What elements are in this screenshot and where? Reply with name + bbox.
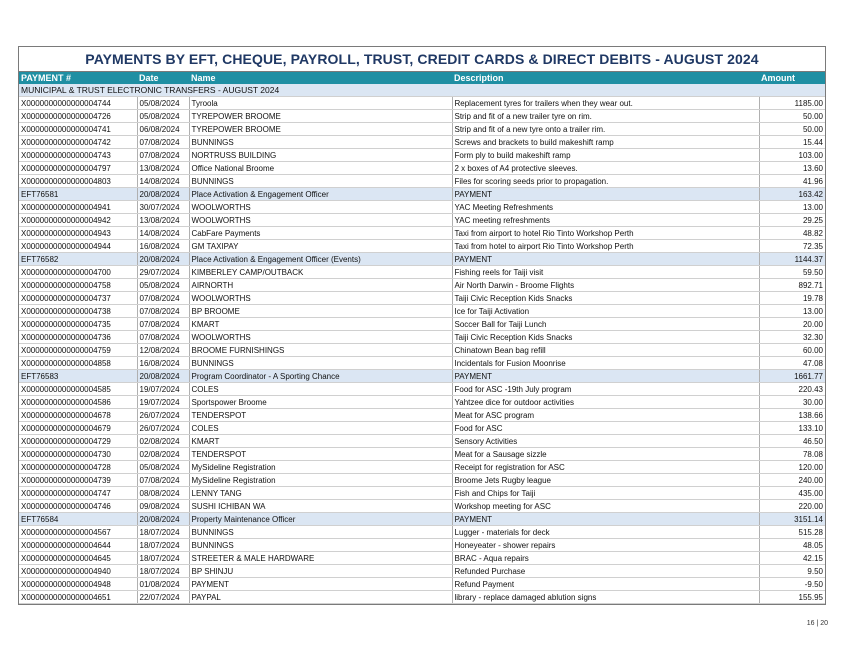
date-cell: 02/08/2024 — [137, 435, 189, 448]
name-cell: BP SHINJU — [189, 565, 452, 578]
name-cell: PAYPAL — [189, 591, 452, 604]
name-cell: MySideline Registration — [189, 474, 452, 487]
table-row — [19, 214, 825, 227]
table-row — [19, 149, 825, 162]
description-cell: Sensory Activities — [452, 435, 759, 448]
date-cell: 18/07/2024 — [137, 565, 189, 578]
date-cell: 30/07/2024 — [137, 201, 189, 214]
table-row — [19, 331, 825, 344]
amount-cell: 138.66 — [759, 409, 825, 422]
name-cell: KIMBERLEY CAMP/OUTBACK — [189, 266, 452, 279]
payment-id-cell: EFT76584 — [19, 513, 137, 526]
date-cell: 18/07/2024 — [137, 552, 189, 565]
table-row — [19, 162, 825, 175]
description-cell: Screws and brackets to build makeshift ramp — [452, 136, 759, 149]
description-cell: Chinatown Bean bag refill — [452, 344, 759, 357]
amount-cell: 103.00 — [759, 149, 825, 162]
date-cell: 18/07/2024 — [137, 526, 189, 539]
name-cell: KMART — [189, 318, 452, 331]
name-cell: Tyroola — [189, 97, 452, 110]
description-cell: Soccer Ball for Taiji Lunch — [452, 318, 759, 331]
payment-id-cell: X0000000000000004585 — [19, 383, 137, 396]
name-cell: PAYMENT — [189, 578, 452, 591]
amount-cell: 42.15 — [759, 552, 825, 565]
amount-cell: 60.00 — [759, 344, 825, 357]
amount-cell: -9.50 — [759, 578, 825, 591]
table-row — [19, 318, 825, 331]
table-row — [19, 201, 825, 214]
payment-id-cell: X0000000000000004858 — [19, 357, 137, 370]
table-row — [19, 240, 825, 253]
date-cell: 20/08/2024 — [137, 188, 189, 201]
date-cell: 07/08/2024 — [137, 292, 189, 305]
description-cell: Fishing reels for Taiji visit — [452, 266, 759, 279]
payment-id-cell: X0000000000000004678 — [19, 409, 137, 422]
name-cell: LENNY TANG — [189, 487, 452, 500]
table-row — [19, 227, 825, 240]
amount-cell: 32.30 — [759, 331, 825, 344]
date-cell: 02/08/2024 — [137, 448, 189, 461]
payment-id-cell: X0000000000000004948 — [19, 578, 137, 591]
amount-cell: 29.25 — [759, 214, 825, 227]
date-cell: 16/08/2024 — [137, 240, 189, 253]
name-cell: COLES — [189, 383, 452, 396]
description-cell: Lugger - materials for deck — [452, 526, 759, 539]
table-row — [19, 344, 825, 357]
description-cell: Meat for a Sausage sizzle — [452, 448, 759, 461]
name-cell: KMART — [189, 435, 452, 448]
description-cell: Receipt for registration for ASC — [452, 461, 759, 474]
description-cell: Refunded Purchase — [452, 565, 759, 578]
section-row — [19, 84, 825, 97]
date-cell: 12/08/2024 — [137, 344, 189, 357]
amount-cell: 3151.14 — [759, 513, 825, 526]
name-cell: BUNNINGS — [189, 526, 452, 539]
name-cell: BROOME FURNISHINGS — [189, 344, 452, 357]
amount-cell: 50.00 — [759, 123, 825, 136]
payment-id-cell: X0000000000000004743 — [19, 149, 137, 162]
payment-id-cell: EFT76581 — [19, 188, 137, 201]
payment-id-cell: X0000000000000004741 — [19, 123, 137, 136]
name-cell: GM TAXIPAY — [189, 240, 452, 253]
description-cell: Taxi from hotel to airport Rio Tinto Workshop Perth — [452, 240, 759, 253]
date-cell: 01/08/2024 — [137, 578, 189, 591]
payment-id-cell: X0000000000000004730 — [19, 448, 137, 461]
description-cell: PAYMENT — [452, 370, 759, 383]
description-cell: Refund Payment — [452, 578, 759, 591]
table-row — [19, 266, 825, 279]
payment-id-cell: X0000000000000004758 — [19, 279, 137, 292]
table-row — [19, 500, 825, 513]
table-row — [19, 461, 825, 474]
table-row — [19, 383, 825, 396]
payment-id-cell: X0000000000000004797 — [19, 162, 137, 175]
description-cell: Fish and Chips for Taiji — [452, 487, 759, 500]
table-row — [19, 396, 825, 409]
payment-id-cell: X0000000000000004940 — [19, 565, 137, 578]
name-cell: BUNNINGS — [189, 357, 452, 370]
date-cell: 06/08/2024 — [137, 123, 189, 136]
payment-id-cell: X0000000000000004803 — [19, 175, 137, 188]
table-row — [19, 565, 825, 578]
name-cell: COLES — [189, 422, 452, 435]
date-cell: 29/07/2024 — [137, 266, 189, 279]
description-cell: YAC meeting refreshments — [452, 214, 759, 227]
name-cell: Office National Broome — [189, 162, 452, 175]
name-cell: WOOLWORTHS — [189, 214, 452, 227]
payment-id-cell: X0000000000000004746 — [19, 500, 137, 513]
amount-cell: 9.50 — [759, 565, 825, 578]
payment-id-cell: EFT76582 — [19, 253, 137, 266]
payment-id-cell: EFT76583 — [19, 370, 137, 383]
table-row — [19, 175, 825, 188]
amount-cell: 78.08 — [759, 448, 825, 461]
payment-id-cell: X0000000000000004700 — [19, 266, 137, 279]
name-cell: BUNNINGS — [189, 136, 452, 149]
payment-id-cell: X0000000000000004738 — [19, 305, 137, 318]
payment-id-cell: X0000000000000004736 — [19, 331, 137, 344]
table-row — [19, 539, 825, 552]
column-header-amount: Amount — [759, 72, 825, 84]
date-cell: 07/08/2024 — [137, 331, 189, 344]
payment-id-cell: X0000000000000004735 — [19, 318, 137, 331]
date-cell: 16/08/2024 — [137, 357, 189, 370]
description-cell: Air North Darwin - Broome Flights — [452, 279, 759, 292]
description-cell: Meat for ASC program — [452, 409, 759, 422]
description-cell: Taiji Civic Reception Kids Snacks — [452, 331, 759, 344]
date-cell: 05/08/2024 — [137, 97, 189, 110]
name-cell: Property Maintenance Officer — [189, 513, 452, 526]
amount-cell: 1185.00 — [759, 97, 825, 110]
payment-id-cell: X0000000000000004941 — [19, 201, 137, 214]
description-cell: Strip and fit of a new tyre onto a trailer rim. — [452, 123, 759, 136]
amount-cell: 220.43 — [759, 383, 825, 396]
amount-cell: 120.00 — [759, 461, 825, 474]
column-header-payment: PAYMENT # — [19, 72, 137, 84]
date-cell: 22/07/2024 — [137, 591, 189, 604]
table-row — [19, 526, 825, 539]
date-cell: 19/07/2024 — [137, 383, 189, 396]
payment-id-cell: X0000000000000004742 — [19, 136, 137, 149]
payment-id-cell: X0000000000000004729 — [19, 435, 137, 448]
description-cell: Strip and fit of a new trailer tyre on rim. — [452, 110, 759, 123]
description-cell: PAYMENT — [452, 188, 759, 201]
amount-cell: 435.00 — [759, 487, 825, 500]
amount-cell: 30.00 — [759, 396, 825, 409]
date-cell: 26/07/2024 — [137, 422, 189, 435]
date-cell: 13/08/2024 — [137, 162, 189, 175]
table-row — [19, 279, 825, 292]
amount-cell: 1661.77 — [759, 370, 825, 383]
amount-cell: 155.95 — [759, 591, 825, 604]
payments-table — [19, 72, 825, 604]
description-cell: BRAC - Aqua repairs — [452, 552, 759, 565]
table-row — [19, 474, 825, 487]
name-cell: BUNNINGS — [189, 539, 452, 552]
payment-id-cell: X0000000000000004739 — [19, 474, 137, 487]
payment-id-cell: X0000000000000004759 — [19, 344, 137, 357]
date-cell: 14/08/2024 — [137, 227, 189, 240]
description-cell: YAC Meeting Refreshments — [452, 201, 759, 214]
description-cell: Workshop meeting for ASC — [452, 500, 759, 513]
eft-summary-row — [19, 188, 825, 201]
description-cell: 2 x boxes of A4 protective sleeves. — [452, 162, 759, 175]
description-cell: Food for ASC — [452, 422, 759, 435]
table-row — [19, 110, 825, 123]
section-label: MUNICIPAL & TRUST ELECTRONIC TRANSFERS - AUGUST 2024 — [19, 84, 825, 97]
eft-summary-row — [19, 370, 825, 383]
description-cell: Ice for Taiji Activation — [452, 305, 759, 318]
description-cell: Yahtzee dice for outdoor activities — [452, 396, 759, 409]
amount-cell: 50.00 — [759, 110, 825, 123]
date-cell: 20/08/2024 — [137, 513, 189, 526]
amount-cell: 48.82 — [759, 227, 825, 240]
payment-id-cell: X0000000000000004737 — [19, 292, 137, 305]
payment-id-cell: X0000000000000004728 — [19, 461, 137, 474]
description-cell: PAYMENT — [452, 513, 759, 526]
amount-cell: 13.60 — [759, 162, 825, 175]
table-row — [19, 409, 825, 422]
payments-document — [18, 46, 826, 605]
amount-cell: 72.35 — [759, 240, 825, 253]
amount-cell: 19.78 — [759, 292, 825, 305]
description-cell: Form ply to build makeshift ramp — [452, 149, 759, 162]
name-cell: BP BROOME — [189, 305, 452, 318]
date-cell: 05/08/2024 — [137, 110, 189, 123]
amount-cell: 15.44 — [759, 136, 825, 149]
date-cell: 05/08/2024 — [137, 461, 189, 474]
name-cell: BUNNINGS — [189, 175, 452, 188]
payment-id-cell: X0000000000000004651 — [19, 591, 137, 604]
date-cell: 20/08/2024 — [137, 253, 189, 266]
name-cell: Place Activation & Engagement Officer — [189, 188, 452, 201]
table-row — [19, 578, 825, 591]
date-cell: 09/08/2024 — [137, 500, 189, 513]
table-row — [19, 136, 825, 149]
name-cell: Program Coordinator - A Sporting Chance — [189, 370, 452, 383]
amount-cell: 13.00 — [759, 305, 825, 318]
amount-cell: 48.05 — [759, 539, 825, 552]
name-cell: NORTRUSS BUILDING — [189, 149, 452, 162]
date-cell: 07/08/2024 — [137, 474, 189, 487]
date-cell: 19/07/2024 — [137, 396, 189, 409]
date-cell: 20/08/2024 — [137, 370, 189, 383]
amount-cell: 892.71 — [759, 279, 825, 292]
amount-cell: 240.00 — [759, 474, 825, 487]
name-cell: STREETER & MALE HARDWARE — [189, 552, 452, 565]
payment-id-cell: X0000000000000004744 — [19, 97, 137, 110]
description-cell: Replacement tyres for trailers when they wear out. — [452, 97, 759, 110]
description-cell: PAYMENT — [452, 253, 759, 266]
name-cell: TYREPOWER BROOME — [189, 110, 452, 123]
name-cell: WOOLWORTHS — [189, 331, 452, 344]
amount-cell: 59.50 — [759, 266, 825, 279]
page-number: 16 | 20 — [806, 620, 828, 627]
name-cell: TENDERSPOT — [189, 448, 452, 461]
amount-cell: 41.96 — [759, 175, 825, 188]
payment-id-cell: X0000000000000004943 — [19, 227, 137, 240]
table-row — [19, 591, 825, 604]
table-row — [19, 292, 825, 305]
name-cell: TYREPOWER BROOME — [189, 123, 452, 136]
description-cell: Incidentals for Fusion Moonrise — [452, 357, 759, 370]
payment-id-cell: X0000000000000004645 — [19, 552, 137, 565]
table-row — [19, 552, 825, 565]
description-cell: Taxi from airport to hotel Rio Tinto Workshop Perth — [452, 227, 759, 240]
table-row — [19, 123, 825, 136]
date-cell: 13/08/2024 — [137, 214, 189, 227]
eft-summary-row — [19, 253, 825, 266]
name-cell: AIRNORTH — [189, 279, 452, 292]
table-row — [19, 357, 825, 370]
payment-id-cell: X0000000000000004567 — [19, 526, 137, 539]
eft-summary-row — [19, 513, 825, 526]
name-cell: Sportspower Broome — [189, 396, 452, 409]
payment-id-cell: X0000000000000004679 — [19, 422, 137, 435]
payment-id-cell: X0000000000000004942 — [19, 214, 137, 227]
column-header-date: Date — [137, 72, 189, 84]
date-cell: 07/08/2024 — [137, 318, 189, 331]
name-cell: WOOLWORTHS — [189, 201, 452, 214]
amount-cell: 163.42 — [759, 188, 825, 201]
column-header-name: Name — [189, 72, 452, 84]
date-cell: 26/07/2024 — [137, 409, 189, 422]
payment-id-cell: X0000000000000004644 — [19, 539, 137, 552]
amount-cell: 13.00 — [759, 201, 825, 214]
amount-cell: 20.00 — [759, 318, 825, 331]
name-cell: WOOLWORTHS — [189, 292, 452, 305]
date-cell: 07/08/2024 — [137, 305, 189, 318]
description-cell: library - replace damaged ablution signs — [452, 591, 759, 604]
table-row — [19, 435, 825, 448]
name-cell: SUSHI ICHIBAN WA — [189, 500, 452, 513]
amount-cell: 1144.37 — [759, 253, 825, 266]
description-cell: Taiji Civic Reception Kids Snacks — [452, 292, 759, 305]
table-row — [19, 448, 825, 461]
date-cell: 07/08/2024 — [137, 149, 189, 162]
table-row — [19, 422, 825, 435]
date-cell: 08/08/2024 — [137, 487, 189, 500]
date-cell: 05/08/2024 — [137, 279, 189, 292]
date-cell: 07/08/2024 — [137, 136, 189, 149]
amount-cell: 133.10 — [759, 422, 825, 435]
table-header-row — [19, 72, 825, 84]
date-cell: 18/07/2024 — [137, 539, 189, 552]
date-cell: 14/08/2024 — [137, 175, 189, 188]
table-row — [19, 305, 825, 318]
name-cell: TENDERSPOT — [189, 409, 452, 422]
amount-cell: 47.08 — [759, 357, 825, 370]
description-cell: Files for scoring seeds prior to propagation. — [452, 175, 759, 188]
name-cell: Place Activation & Engagement Officer (Events) — [189, 253, 452, 266]
amount-cell: 515.28 — [759, 526, 825, 539]
table-row — [19, 487, 825, 500]
amount-cell: 46.50 — [759, 435, 825, 448]
page-title: PAYMENTS BY EFT, CHEQUE, PAYROLL, TRUST, CREDIT CARDS & DIRECT DEBITS - AUGUST 2024 — [19, 47, 825, 72]
table-row — [19, 97, 825, 110]
payment-id-cell: X0000000000000004747 — [19, 487, 137, 500]
column-header-description: Description — [452, 72, 759, 84]
description-cell: Honeyeater - shower repairs — [452, 539, 759, 552]
name-cell: MySideline Registration — [189, 461, 452, 474]
payment-id-cell: X0000000000000004944 — [19, 240, 137, 253]
name-cell: CabFare Payments — [189, 227, 452, 240]
payment-id-cell: X0000000000000004586 — [19, 396, 137, 409]
amount-cell: 220.00 — [759, 500, 825, 513]
payment-id-cell: X0000000000000004726 — [19, 110, 137, 123]
description-cell: Food for ASC -19th July program — [452, 383, 759, 396]
description-cell: Broome Jets Rugby league — [452, 474, 759, 487]
